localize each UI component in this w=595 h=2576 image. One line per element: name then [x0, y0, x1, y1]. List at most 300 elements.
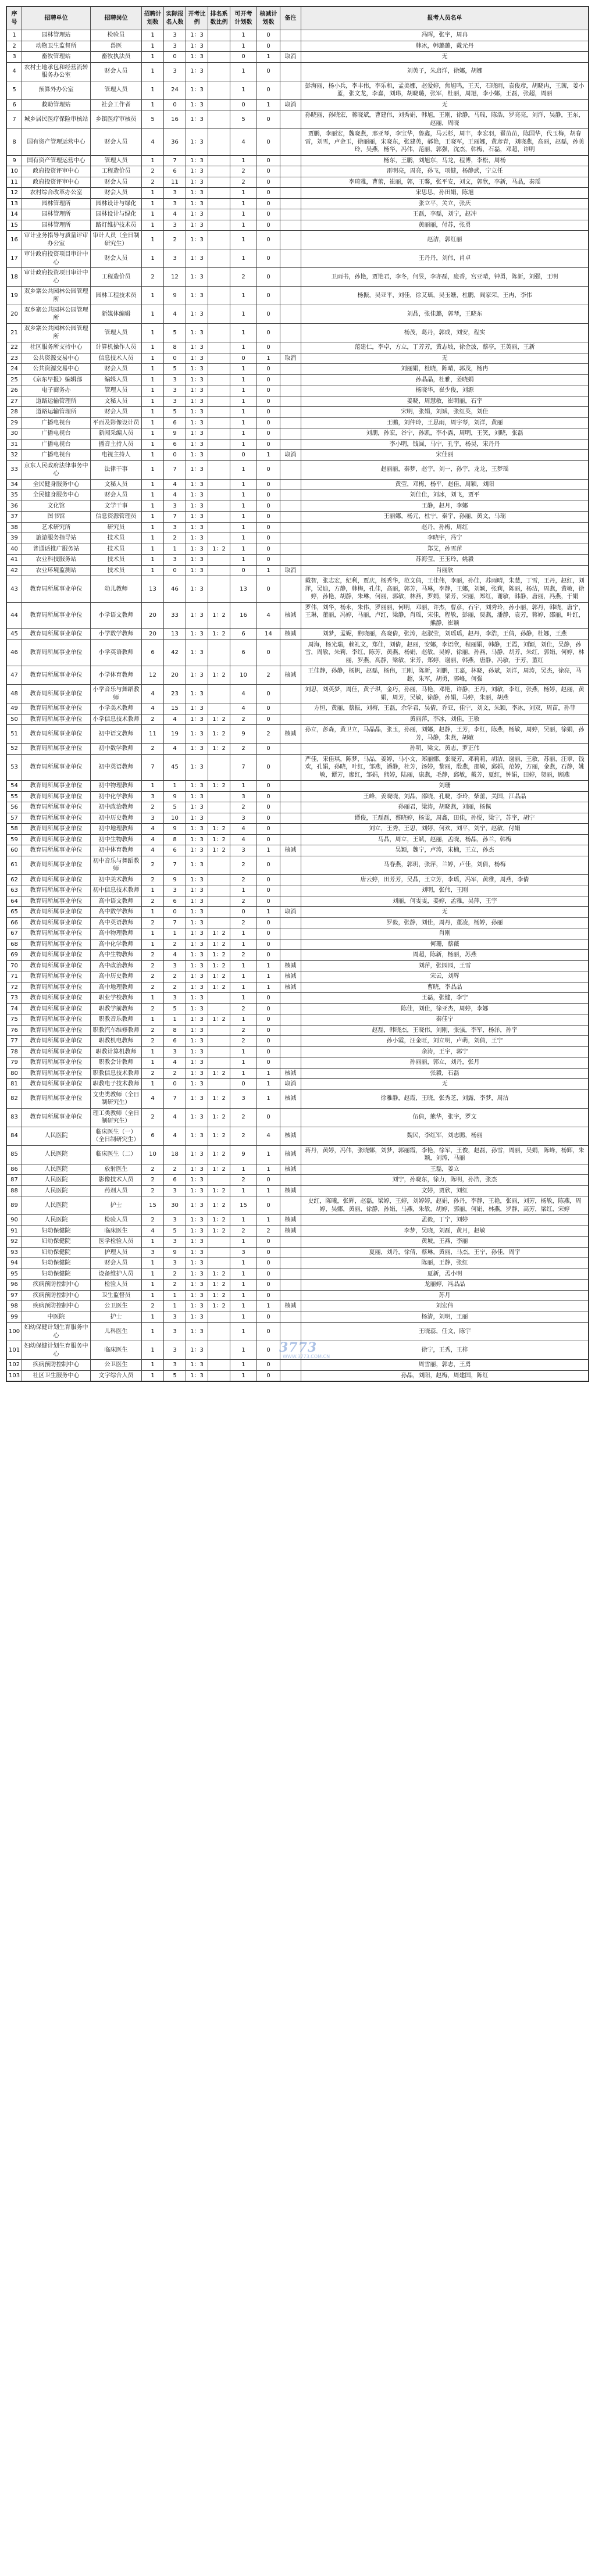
exam-plan-count-cell: 16: [230, 602, 257, 629]
table-row: [7, 374, 589, 385]
recruiting-unit-cell: 电子商务办: [22, 385, 91, 396]
recruiting-unit-cell: 疾病预防控制中心: [22, 1280, 91, 1291]
applicant-names-cell: 王磊，张健，李宁: [301, 993, 589, 1004]
table-row: [7, 353, 589, 364]
watermark-subtext: WWW.3773.COM.CN: [283, 1354, 330, 1359]
table-row: [7, 220, 589, 231]
applicant-names-cell: 王鹏，刘仲玲，王思雨，周宇琴，刘洋，黄丽: [301, 417, 589, 428]
rank-ratio-cell: [208, 385, 230, 396]
table-row: [7, 110, 589, 129]
exam-ratio-cell: 1：3: [186, 639, 208, 666]
planned-count-cell: 4: [142, 1089, 164, 1108]
exam-plan-count-cell: 0: [230, 450, 257, 461]
exam-ratio-cell: 1：3: [186, 1185, 208, 1196]
table-row: [7, 950, 589, 961]
table-row: [7, 428, 589, 440]
planned-count-cell: 7: [142, 754, 164, 781]
table-row: [7, 188, 589, 199]
planned-count-cell: 1: [142, 81, 164, 99]
exam-ratio-cell: 1：3: [186, 396, 208, 407]
applicant-names-cell: 龙丽婷，冯晶晶: [301, 1280, 589, 1291]
position-cell: 理工类教师（全日制研究生）: [91, 1108, 142, 1127]
applicant-count-cell: 42: [164, 639, 186, 666]
row-number-cell: 24: [7, 364, 22, 375]
applicant-names-cell: 李梦，吴晓，刘磊，黄月，赵敏: [301, 1226, 589, 1237]
applicant-names-cell: 孙晶晶，杜雅，姜晓娟: [301, 374, 589, 385]
row-number-cell: 35: [7, 490, 22, 501]
recruiting-unit-cell: 全民健身服务中心: [22, 490, 91, 501]
reduced-count-cell: 0: [257, 544, 280, 555]
applicant-names-cell: 孙明，梁文，黄志，罗正伟: [301, 744, 589, 755]
reduced-count-cell: 0: [257, 533, 280, 544]
recruiting-unit-cell: 教育局所属事业单位: [22, 1014, 91, 1026]
table-header-row: [7, 7, 589, 30]
rank-ratio-cell: 1：2: [208, 1301, 230, 1312]
table-row: [7, 917, 589, 928]
exam-plan-count-cell: 1: [230, 512, 257, 523]
reduced-count-cell: 0: [257, 834, 280, 845]
applicant-names-cell: 杨茂，葛丹，郭成，刘安，程实: [301, 324, 589, 342]
planned-count-cell: 1: [142, 928, 164, 939]
row-number-cell: 8: [7, 129, 22, 156]
rank-ratio-cell: [208, 1036, 230, 1047]
position-cell: 初中生物教师: [91, 834, 142, 845]
planned-count-cell: 6: [142, 1127, 164, 1145]
exam-ratio-cell: 1：3: [186, 834, 208, 845]
reduced-count-cell: 0: [257, 856, 280, 874]
recruiting-unit-cell: 教育局所属事业单位: [22, 834, 91, 845]
recruiting-unit-cell: 教育局所属事业单位: [22, 813, 91, 824]
applicant-names-cell: 刘立，王秀，王思，刘婷，何欢，刘平，刘宁，赵敏，付娟: [301, 824, 589, 835]
row-number-cell: 40: [7, 544, 22, 555]
applicant-names-cell: 周海，杨光瑞，赖礼文，郑佳，刘倩，赵丽，安娜，李语欣，程丽娟，韩静，王霞，刘颖，刘佳，吴静，孙雪，周敏，朱莉，李红，陈芳，黄燕，杨娟，赵敏，吴婷，徐丽，孙燕，马静，胡芳，朱红，郭娟，何婷，林丽，罗燕，高静，梁敏，宋芳，郑婷，谢丽，韩燕，唐静，冯敏，于芳，董红: [301, 639, 589, 666]
row-number-cell: 91: [7, 1226, 22, 1237]
planned-count-cell: 2: [142, 744, 164, 755]
row-number-cell: 30: [7, 428, 22, 440]
exam-plan-count-cell: 1: [230, 1280, 257, 1291]
position-cell: 新媒体编辑: [91, 305, 142, 324]
reduced-count-cell: 0: [257, 885, 280, 896]
exam-ratio-cell: 1：3: [186, 1196, 208, 1215]
reduced-count-cell: 0: [257, 791, 280, 802]
applicant-count-cell: 5: [164, 1226, 186, 1237]
exam-ratio-cell: 1：3: [186, 629, 208, 640]
applicant-count-cell: 3: [164, 188, 186, 199]
row-number-cell: 26: [7, 385, 22, 396]
table-row: [7, 30, 589, 41]
remark-cell: 取消: [280, 565, 301, 576]
reduced-count-cell: 0: [257, 813, 280, 824]
applicant-names-cell: 孙晶，刘阳，赵梅，周建国，陈红: [301, 1370, 589, 1381]
exam-ratio-cell: 1：3: [186, 62, 208, 81]
applicant-names-cell: 谭俊，王磊磊，蔡晓婷，杨雯，周鑫，田佳，孙悦，梁宁，苏宇，胡宁: [301, 813, 589, 824]
recruiting-unit-cell: 《京东早报》编辑部: [22, 374, 91, 385]
position-cell: 初中化学教师: [91, 791, 142, 802]
remark-cell: 核减: [280, 971, 301, 982]
remark-cell: [280, 791, 301, 802]
applicant-count-cell: 3: [164, 1341, 186, 1360]
position-cell: 管理人员: [91, 81, 142, 99]
reduced-count-cell: 0: [257, 1290, 280, 1301]
applicant-names-cell: 贾鹏，李丽宏，魏晓燕，邢亚琴，李宝华，鲁鑫，马云杉，周丰，李宏羽，翟苗苗，陈国华，代玉梅，胡春雷，刘雪，卢金玉，徐丽丽，宋晓东，张建英，郝艳，王晓军，王丽娜，黄彦青，刘晓燕，高丽，赵磊，孙美玲，吴燕，杨华，冯伟，范丽，郭强，沈杰，韩梅，石磊，邓超，许明: [301, 129, 589, 156]
planned-count-cell: 1: [142, 1290, 164, 1301]
exam-plan-count-cell: 2: [230, 950, 257, 961]
remark-cell: [280, 1323, 301, 1341]
table-row: [7, 177, 589, 188]
rank-ratio-cell: 1：2: [208, 1164, 230, 1175]
reduced-count-cell: 0: [257, 460, 280, 479]
remark-cell: [280, 287, 301, 305]
exam-ratio-cell: 1：3: [186, 939, 208, 950]
exam-plan-count-cell: 1: [230, 188, 257, 199]
recruiting-unit-cell: 人民医院: [22, 1185, 91, 1196]
exam-ratio-cell: 1：3: [186, 1003, 208, 1014]
recruiting-unit-cell: 教育局所属事业单位: [22, 845, 91, 856]
planned-count-cell: 4: [142, 845, 164, 856]
row-number-cell: 32: [7, 450, 22, 461]
table-row: [7, 544, 589, 555]
exam-plan-count-cell: 1: [230, 1014, 257, 1026]
row-number-cell: 14: [7, 209, 22, 220]
recruiting-unit-cell: 教育局所属事业单位: [22, 896, 91, 907]
exam-plan-count-cell: 1: [230, 417, 257, 428]
recruiting-unit-cell: 农村综合改革办公室: [22, 188, 91, 199]
position-cell: 财会人员: [91, 129, 142, 156]
position-cell: 法律干事: [91, 460, 142, 479]
applicant-names-cell: 郑艾，孙雪萍: [301, 544, 589, 555]
planned-count-cell: 1: [142, 41, 164, 52]
position-cell: 职教汽车维修教师: [91, 1025, 142, 1036]
planned-count-cell: 1: [142, 374, 164, 385]
rank-ratio-cell: [208, 1360, 230, 1371]
position-cell: 园林设计与绿化: [91, 198, 142, 209]
recruiting-unit-cell: 教育局所属事业单位: [22, 714, 91, 725]
reduced-count-cell: 1: [257, 1301, 280, 1312]
exam-ratio-cell: 1：3: [186, 1301, 208, 1312]
remark-cell: [280, 754, 301, 781]
recruiting-unit-cell: 农业环境监测站: [22, 565, 91, 576]
reduced-count-cell: 0: [257, 1258, 280, 1269]
recruiting-unit-cell: 全民健身服务中心: [22, 479, 91, 490]
planned-count-cell: 1: [142, 1269, 164, 1280]
row-number-cell: 22: [7, 342, 22, 353]
reduced-count-cell: 0: [257, 928, 280, 939]
rank-ratio-cell: [208, 1057, 230, 1069]
applicant-count-cell: 9: [164, 874, 186, 885]
reduced-count-cell: 0: [257, 1036, 280, 1047]
rank-ratio-cell: 1：2: [208, 666, 230, 685]
position-cell: 检验员: [91, 30, 142, 41]
reduced-count-cell: 1: [257, 1068, 280, 1079]
planned-count-cell: 1: [142, 305, 164, 324]
exam-ratio-cell: 1：3: [186, 1068, 208, 1079]
applicant-count-cell: 9: [164, 1247, 186, 1258]
table-row: [7, 324, 589, 342]
planned-count-cell: 1: [142, 1360, 164, 1371]
applicant-names-cell: 苏月: [301, 1290, 589, 1301]
exam-ratio-cell: 1：3: [186, 30, 208, 41]
row-number-cell: 5: [7, 81, 22, 99]
planned-count-cell: 2: [142, 714, 164, 725]
row-number-cell: 6: [7, 99, 22, 110]
applicant-names-cell: 戴智，张志宏，纪利，贾庆，杨秀华，范文倩，王佳伟，李丽，孙佳，苏雨晴，朱慧，丁雪，王丹，赵红，刘萍，吴迪，方静，韩梅，孔佳，高丽，郭芳，马琳，李静，王娜，刘颖，张莉，陈丽，杨洁，周燕，黄敏，徐婷，孙艳，胡静，朱琳，何丽，郭敏，林燕，罗娟，梁芳，宋丽，郑红，谢敏，韩静，唐丽，冯燕，于娟: [301, 576, 589, 603]
planned-count-cell: 1: [142, 555, 164, 566]
reduced-count-cell: 0: [257, 342, 280, 353]
row-number-cell: 62: [7, 874, 22, 885]
recruiting-unit-cell: 教育局所属事业单位: [22, 971, 91, 982]
row-number-cell: 20: [7, 305, 22, 324]
reduced-count-cell: 0: [257, 490, 280, 501]
applicant-names-cell: 卫雨书，孙艳，贾艳君，李冬，何昱，李亦磊，庞香，宫亚晴，钟勇，陈新，刘强，王明: [301, 268, 589, 287]
recruiting-unit-cell: 教育局所属事业单位: [22, 950, 91, 961]
exam-ratio-cell: 1：3: [186, 287, 208, 305]
reduced-count-cell: 0: [257, 110, 280, 129]
exam-ratio-cell: 1：3: [186, 754, 208, 781]
table-row: [7, 602, 589, 629]
rank-ratio-cell: [208, 885, 230, 896]
row-number-cell: 87: [7, 1175, 22, 1186]
remark-cell: [280, 342, 301, 353]
planned-count-cell: 1: [142, 544, 164, 555]
rank-ratio-cell: [208, 856, 230, 874]
exam-plan-count-cell: 0: [230, 99, 257, 110]
table-row: [7, 52, 589, 63]
applicant-count-cell: 2: [164, 982, 186, 993]
recruiting-unit-cell: 公共资源交易中心: [22, 364, 91, 375]
position-cell: 小学体育教师: [91, 666, 142, 685]
applicant-names-cell: 王峰，姜晓晓，刘晶，邵晓，孔晓，李玲，柴蕾，关国，江晶晶: [301, 791, 589, 802]
applicant-count-cell: 1: [164, 781, 186, 792]
applicant-count-cell: 3: [164, 41, 186, 52]
applicant-count-cell: 0: [164, 1079, 186, 1090]
applicant-count-cell: 6: [164, 845, 186, 856]
recruiting-unit-cell: 教育局所属事业单位: [22, 1003, 91, 1014]
column-header: 报考人员名单: [301, 7, 589, 30]
watermark-logo: 3773: [279, 1340, 318, 1355]
position-cell: 职教计算机教师: [91, 1046, 142, 1057]
reduced-count-cell: 0: [257, 407, 280, 418]
column-header: 招聘单位: [22, 7, 91, 30]
planned-count-cell: 1: [142, 52, 164, 63]
reduced-count-cell: 4: [257, 602, 280, 629]
exam-ratio-cell: 1：3: [186, 725, 208, 744]
row-number-cell: 56: [7, 802, 22, 813]
row-number-cell: 67: [7, 928, 22, 939]
planned-count-cell: 1: [142, 1237, 164, 1248]
applicant-count-cell: 3: [164, 385, 186, 396]
applicant-names-cell: 罗伟，刘华，杨永，朱伟，罗丽丽，何明，邓丽，许杰，曹彦，石宇，刘秀玲，孙小丽，郭丹，韩晓，唐宁，王琳，董丽，冯婷，马丽，卢红，梁静，肖瑶，宋佳，程敏，彭丽，贾燕，潘静，袁芳，蒋婷，邵丽，叶红，熊静，崔颖: [301, 602, 589, 629]
table-row: [7, 364, 589, 375]
exam-plan-count-cell: 1: [230, 939, 257, 950]
position-cell: 公卫医生: [91, 1360, 142, 1371]
remark-cell: [280, 555, 301, 566]
position-cell: 初中美术教师: [91, 874, 142, 885]
recruiting-unit-cell: 教育局所属事业单位: [22, 1036, 91, 1047]
table-row: [7, 490, 589, 501]
applicant-count-cell: 15: [164, 703, 186, 714]
applicant-names-cell: 无: [301, 52, 589, 63]
reduced-count-cell: 0: [257, 950, 280, 961]
remark-cell: [280, 824, 301, 835]
table-row: [7, 1312, 589, 1323]
applicant-names-cell: 刘丽，何雯雯，姜婷，孟雅，吴萍，王宇: [301, 896, 589, 907]
rank-ratio-cell: [208, 155, 230, 166]
exam-ratio-cell: 1：3: [186, 703, 208, 714]
exam-plan-count-cell: 2: [230, 744, 257, 755]
applicant-count-cell: 0: [164, 353, 186, 364]
reduced-count-cell: 0: [257, 81, 280, 99]
recruiting-unit-cell: 教育局所属事业单位: [22, 602, 91, 629]
row-number-cell: 12: [7, 188, 22, 199]
position-cell: 公卫医生: [91, 1301, 142, 1312]
remark-cell: 取消: [280, 52, 301, 63]
row-number-cell: 25: [7, 374, 22, 385]
remark-cell: 核减: [280, 1068, 301, 1079]
reduced-count-cell: 4: [257, 1127, 280, 1145]
column-header: 招聘岗位: [91, 7, 142, 30]
position-cell: 幼儿教师: [91, 576, 142, 603]
exam-ratio-cell: 1：3: [186, 501, 208, 512]
rank-ratio-cell: [208, 428, 230, 440]
planned-count-cell: 1: [142, 62, 164, 81]
position-cell: 初中信息技术教师: [91, 885, 142, 896]
exam-plan-count-cell: 1: [230, 544, 257, 555]
applicant-count-cell: 7: [164, 155, 186, 166]
applicant-names-cell: 伍倩，熊华，张宇，罗文: [301, 1108, 589, 1127]
recruiting-unit-cell: 教育局所属事业单位: [22, 629, 91, 640]
column-header: 实际报名人数: [164, 7, 186, 30]
applicant-count-cell: 2: [164, 1164, 186, 1175]
exam-plan-count-cell: 2: [230, 1025, 257, 1036]
row-number-cell: 88: [7, 1185, 22, 1196]
position-cell: 乡镇医疗审核员: [91, 110, 142, 129]
remark-cell: [280, 576, 301, 603]
rank-ratio-cell: [208, 1341, 230, 1360]
row-number-cell: 64: [7, 896, 22, 907]
recruiting-unit-cell: 人民医院: [22, 1196, 91, 1215]
applicant-names-cell: 孙小霞，汪金旺，刘立明，卢萌，刘倩，王宁: [301, 1036, 589, 1047]
remark-cell: [280, 364, 301, 375]
remark-cell: [280, 1046, 301, 1057]
exam-plan-count-cell: 1: [230, 781, 257, 792]
table-row: [7, 685, 589, 703]
planned-count-cell: 4: [142, 703, 164, 714]
position-cell: 财会人员: [91, 188, 142, 199]
remark-cell: [280, 396, 301, 407]
remark-cell: [280, 781, 301, 792]
applicant-names-cell: 宋思思，孙田娟，陈旭: [301, 188, 589, 199]
applicant-count-cell: 3: [164, 1237, 186, 1248]
rank-ratio-cell: 1：2: [208, 602, 230, 629]
exam-ratio-cell: 1：3: [186, 1226, 208, 1237]
reduced-count-cell: 0: [257, 555, 280, 566]
row-number-cell: 43: [7, 576, 22, 603]
row-number-cell: 85: [7, 1145, 22, 1164]
recruiting-unit-cell: 疾病预防控制中心: [22, 1290, 91, 1301]
table-row: [7, 512, 589, 523]
recruiting-unit-cell: 妇幼保健院: [22, 1247, 91, 1258]
position-cell: 文秘人员: [91, 479, 142, 490]
remark-cell: [280, 1003, 301, 1014]
applicant-names-cell: 刘明，张伟，王刚: [301, 885, 589, 896]
planned-count-cell: 1: [142, 1323, 164, 1341]
rank-ratio-cell: [208, 490, 230, 501]
row-number-cell: 100: [7, 1323, 22, 1341]
applicant-names-cell: 无: [301, 353, 589, 364]
applicant-names-cell: 刘思，刘英梦，周佳，黄子琪，金巧，孙丽，马艳，邓艳，许静，王丹，刘敏，李红，张燕，杨婷，赵丽，黄娟，周芳，吴敏，徐静，孙娟，马婷，朱丽，胡燕: [301, 685, 589, 703]
reduced-count-cell: 1: [257, 52, 280, 63]
remark-cell: 核减: [280, 1145, 301, 1164]
position-cell: 小学音乐与舞蹈教师: [91, 685, 142, 703]
remark-cell: [280, 166, 301, 177]
rank-ratio-cell: [208, 1370, 230, 1381]
applicant-count-cell: 3: [164, 522, 186, 533]
recruiting-unit-cell: 人民医院: [22, 1145, 91, 1164]
exam-plan-count-cell: 1: [230, 982, 257, 993]
exam-plan-count-cell: 1: [230, 155, 257, 166]
applicant-count-cell: 2: [164, 971, 186, 982]
applicant-count-cell: 5: [164, 324, 186, 342]
table-row: [7, 450, 589, 461]
exam-ratio-cell: 1：3: [186, 1046, 208, 1057]
applicant-names-cell: 黄丽丽，付苏，张勇: [301, 220, 589, 231]
rank-ratio-cell: [208, 1247, 230, 1258]
planned-count-cell: 1: [142, 30, 164, 41]
reduced-count-cell: 1: [257, 960, 280, 971]
applicant-names-cell: 刘宁，孙晓东，徐力，陈明，孙浩，张杰: [301, 1175, 589, 1186]
exam-ratio-cell: 1：3: [186, 1280, 208, 1291]
rank-ratio-cell: [208, 439, 230, 450]
position-cell: 临床医生: [91, 1226, 142, 1237]
rank-ratio-cell: [208, 639, 230, 666]
remark-cell: [280, 993, 301, 1004]
exam-plan-count-cell: 2: [230, 714, 257, 725]
reduced-count-cell: 0: [257, 1269, 280, 1280]
planned-count-cell: 1: [142, 209, 164, 220]
table-row: [7, 1079, 589, 1090]
applicant-names-cell: 刘晶，张佳璐，郭琴，王晓东: [301, 305, 589, 324]
reduced-count-cell: 14: [257, 629, 280, 640]
applicant-count-cell: 23: [164, 685, 186, 703]
rank-ratio-cell: [208, 1046, 230, 1057]
exam-ratio-cell: 1：3: [186, 960, 208, 971]
exam-plan-count-cell: 2: [230, 1036, 257, 1047]
remark-cell: [280, 544, 301, 555]
applicant-count-cell: 3: [164, 374, 186, 385]
reduced-count-cell: 0: [257, 62, 280, 81]
remark-cell: [280, 209, 301, 220]
table-row: [7, 754, 589, 781]
remark-cell: [280, 479, 301, 490]
table-row: [7, 533, 589, 544]
reduced-count-cell: 0: [257, 993, 280, 1004]
applicant-count-cell: 3: [164, 198, 186, 209]
row-number-cell: 9: [7, 155, 22, 166]
exam-ratio-cell: 1：3: [186, 450, 208, 461]
recruiting-unit-cell: 人民医院: [22, 1127, 91, 1145]
table-row: [7, 703, 589, 714]
applicant-names-cell: 曹晓，李晶晶: [301, 982, 589, 993]
position-cell: 职教会计教师: [91, 1057, 142, 1069]
row-number-cell: 16: [7, 231, 22, 249]
table-row: [7, 1280, 589, 1291]
recruiting-unit-cell: 教育局所属事业单位: [22, 982, 91, 993]
exam-ratio-cell: 1：3: [186, 666, 208, 685]
remark-cell: [280, 110, 301, 129]
remark-cell: [280, 1036, 301, 1047]
rank-ratio-cell: [208, 685, 230, 703]
exam-plan-count-cell: 1: [230, 960, 257, 971]
